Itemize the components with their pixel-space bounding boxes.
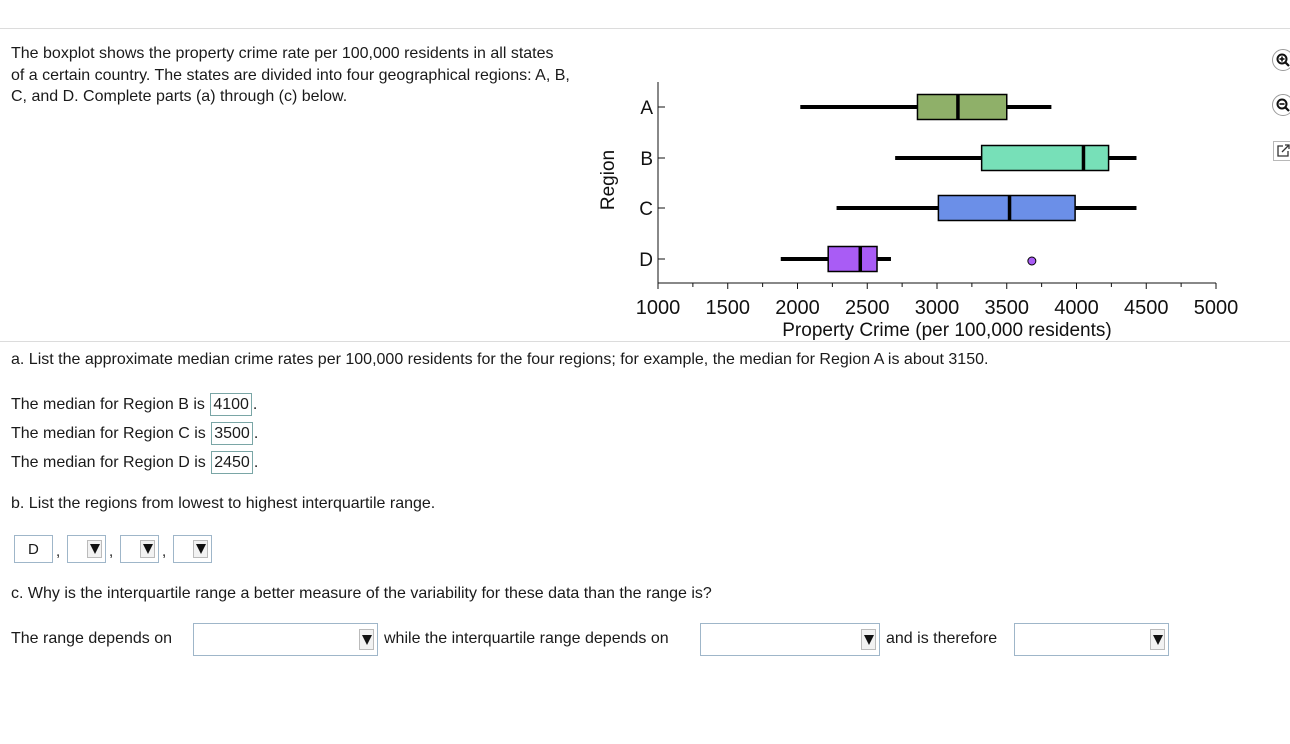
dropdown-arrow-icon — [359, 629, 374, 650]
iqr-rank-select-1[interactable] — [14, 535, 53, 563]
y-axis-title: Region — [598, 149, 619, 211]
iqr-rank-select-1-value: D — [28, 541, 39, 558]
y-tick-label-C: C — [639, 199, 653, 220]
x-axis-title: Property Crime (per 100,000 residents) — [782, 320, 1112, 341]
median-b-line: The median for Region B is 4100 . — [11, 393, 257, 416]
dropdown-arrow-icon — [1150, 629, 1165, 650]
popout-button[interactable] — [1273, 141, 1290, 161]
boxplot-chart — [590, 80, 1250, 342]
x-tick-label: 5000 — [1193, 297, 1239, 319]
x-tick-label: 1000 — [635, 297, 681, 319]
median-c-line: The median for Region C is 3500 . — [11, 422, 258, 445]
part-b-question: b. List the regions from lowest to highest interquartile range. — [11, 495, 436, 512]
popout-icon — [1274, 142, 1290, 160]
y-tick-label-B: B — [640, 149, 653, 170]
comma-1: , — [56, 543, 61, 560]
iqr-rank-select-3[interactable] — [120, 535, 159, 563]
iqr-rank-select-4[interactable] — [173, 535, 212, 563]
problem-intro: The boxplot shows the property crime rate per 100,000 residents in all states of a certain country. The states are divided into four geographical regions: A, B, C, and D. Complete parts (a) through (c) below. — [11, 45, 570, 105]
outlier-D — [1028, 257, 1036, 265]
zoom-in-icon — [1276, 53, 1290, 67]
median-b-label: The median for Region B is — [11, 396, 205, 413]
zoom-in-button[interactable] — [1272, 49, 1290, 71]
part-a-question: a. List the approximate median crime rates per 100,000 residents for the four regions; for example, the median for Region A is about 3150. — [11, 351, 989, 368]
median-d-answer[interactable]: 2450 — [211, 451, 253, 474]
range-depends-select[interactable] — [193, 623, 378, 656]
dropdown-arrow-icon — [140, 540, 155, 558]
median-b-answer[interactable]: 4100 — [210, 393, 252, 416]
median-c-answer[interactable]: 3500 — [211, 422, 253, 445]
median-c-label: The median for Region C is — [11, 425, 206, 442]
zoom-out-button[interactable] — [1272, 94, 1290, 116]
x-tick-label: 3000 — [914, 297, 960, 319]
median-d-line: The median for Region D is 2450 . — [11, 451, 258, 474]
x-tick-label: 1500 — [705, 297, 750, 319]
box-B — [982, 146, 1109, 171]
range-text-2: while the interquartile range depends on — [384, 630, 669, 647]
median-d-label: The median for Region D is — [11, 454, 206, 471]
x-tick-label: 2000 — [775, 297, 820, 319]
x-tick-label: 3500 — [984, 297, 1029, 319]
comma-2: , — [109, 543, 114, 560]
x-tick-label: 4000 — [1054, 297, 1099, 319]
middle-divider — [0, 341, 1290, 342]
iqr-depends-select[interactable] — [700, 623, 880, 656]
y-tick-label-A: A — [640, 98, 653, 119]
box-D — [828, 247, 877, 272]
therefore-select[interactable] — [1014, 623, 1169, 656]
range-text-1: The range depends on — [11, 630, 173, 647]
range-text-3: and is therefore — [886, 630, 998, 647]
top-divider — [0, 28, 1290, 29]
dropdown-arrow-icon — [861, 629, 876, 650]
y-tick-label-D: D — [639, 250, 653, 271]
dropdown-arrow-icon — [87, 540, 102, 558]
comma-3: , — [162, 543, 167, 560]
box-C — [938, 196, 1075, 221]
iqr-rank-select-2[interactable] — [67, 535, 106, 563]
dropdown-arrow-icon — [193, 540, 208, 558]
box-A — [917, 95, 1006, 120]
x-tick-label: 2500 — [845, 297, 890, 319]
x-tick-label: 4500 — [1124, 297, 1169, 319]
zoom-out-icon — [1276, 98, 1290, 112]
part-c-question: c. Why is the interquartile range a better measure of the variability for these data than the range is? — [11, 585, 712, 602]
